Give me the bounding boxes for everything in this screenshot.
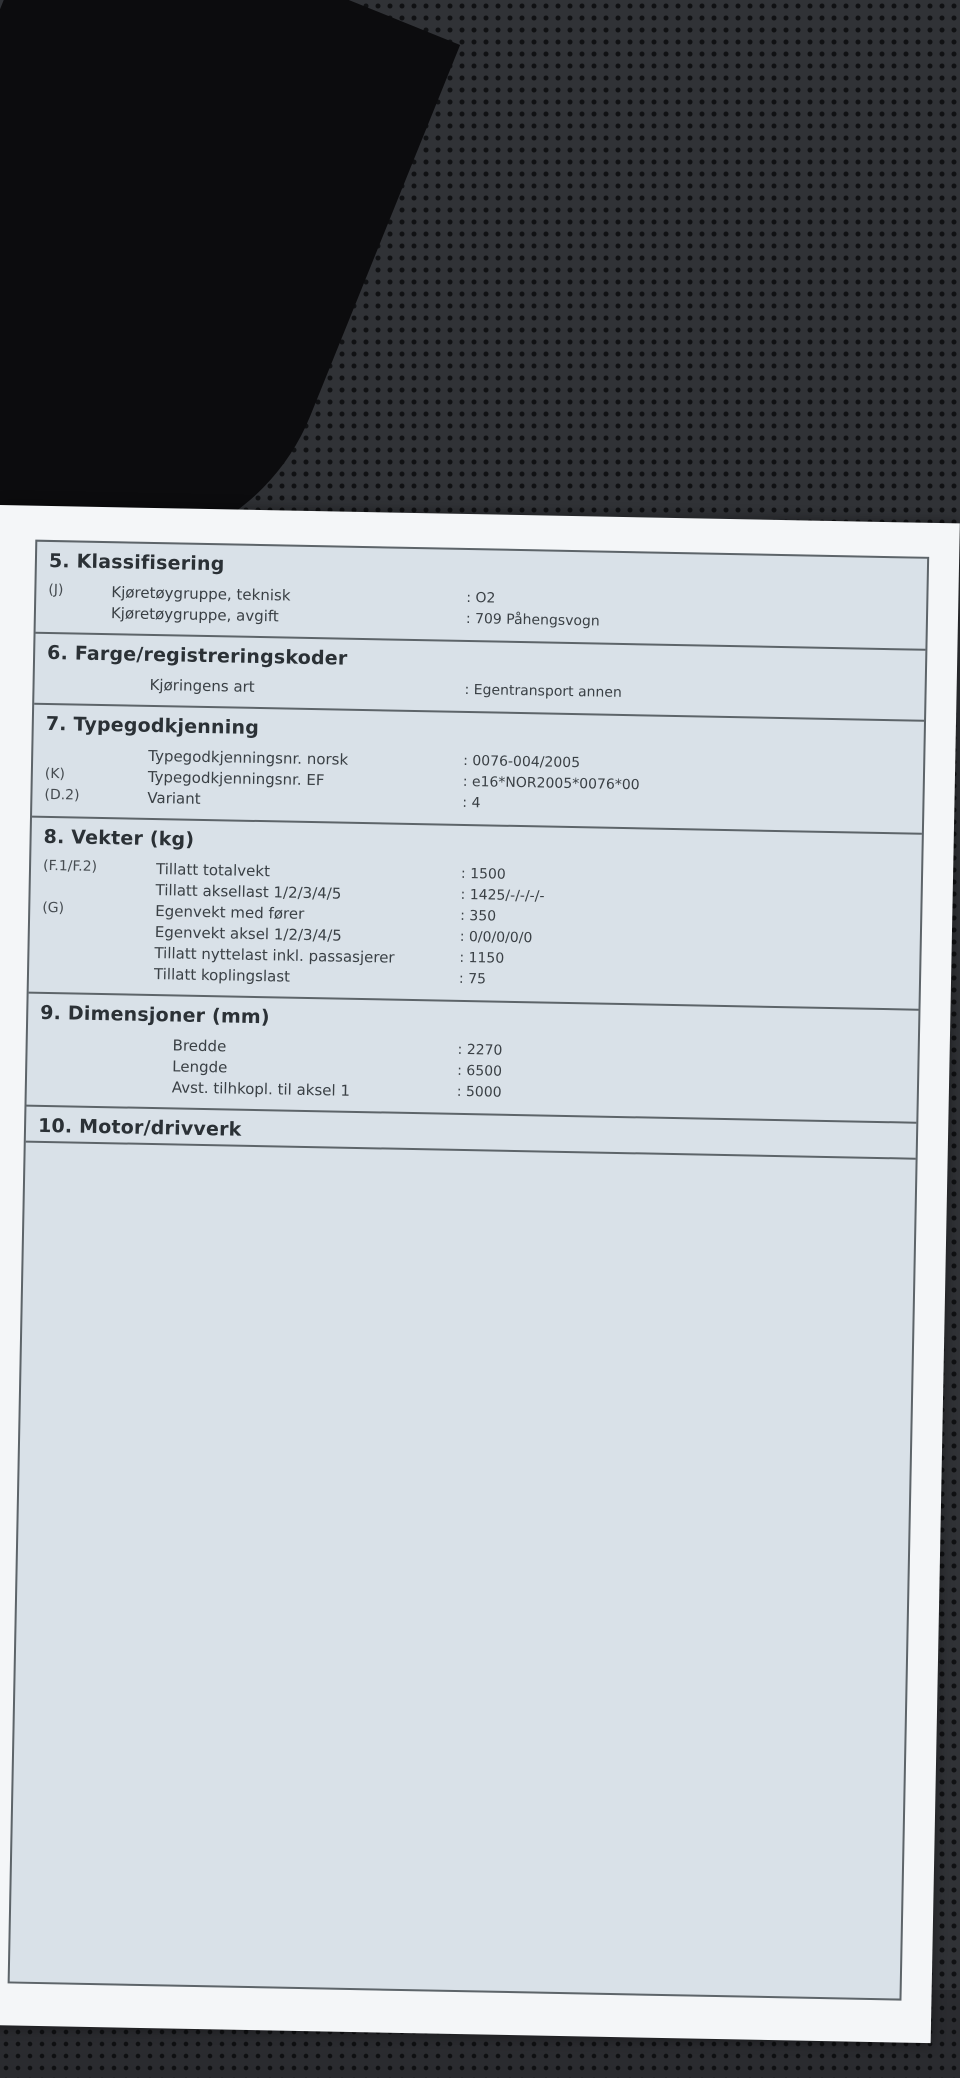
field-label: Bredde [172,1036,227,1056]
section-title: 6. Farge/registreringskoder [46,641,348,670]
field-label: Kjøretøygruppe, avgift [110,604,279,626]
field-label: Kjøretøygruppe, teknisk [111,583,291,605]
document-sheet [0,505,960,2043]
field-label: Egenvekt med fører [155,902,305,923]
field-value: : Egentransport annen [464,681,623,701]
field-value: : e16*NOR2005*0076*00 [462,773,640,794]
field-code: (G) [42,899,65,917]
registration-form [8,540,930,2001]
field-label: Typegodkjenningsnr. EF [147,767,325,790]
form-section-9 [26,994,918,1124]
field-value: : 75 [458,970,487,988]
field-value: : 0/0/0/0/0 [459,928,533,947]
section-title: 9. Dimensjoner (mm) [40,1001,271,1029]
field-value: : 709 Påhengsvogn [465,610,600,630]
field-value: : 1425/-/-/-/- [460,886,545,905]
field-value: : 4 [462,794,481,812]
field-value: : O2 [466,589,496,607]
field-label: Kjøringens art [149,675,255,696]
field-value: : 1500 [460,865,506,883]
field-label: Egenvekt aksel 1/2/3/4/5 [154,923,342,945]
form-section-7 [32,705,924,835]
field-value: : 350 [460,907,497,925]
form-section-5 [36,542,928,651]
field-label: Tillatt aksellast 1/2/3/4/5 [155,881,342,903]
field-label: Tillatt koplingslast [153,965,291,986]
field-code: (D.2) [44,786,80,804]
field-code: (J) [48,581,64,599]
field-code: (K) [44,765,66,783]
field-value: : 0076-004/2005 [463,752,581,772]
section-title: 8. Vekter (kg) [43,825,195,851]
field-label: Tillatt totalvekt [155,860,271,881]
field-code: (F.1/F.2) [42,857,98,875]
field-label: Typegodkjenningsnr. norsk [148,746,349,769]
section-title: 7. Typegodkjenning [45,712,260,740]
section-title: 5. Klassifisering [48,549,225,576]
field-value: : 2270 [457,1041,503,1059]
section-title: 10. Motor/drivverk [37,1114,242,1141]
field-value: : 5000 [456,1083,502,1101]
field-label: Variant [147,788,201,808]
form-section-8 [29,818,922,1011]
field-value: : 1150 [459,949,505,967]
field-value: : 6500 [457,1062,503,1080]
empty-form-area [7,1143,916,2078]
field-label: Lengde [172,1057,228,1077]
field-label: Avst. tilhkopl. til aksel 1 [171,1078,351,1100]
field-label: Tillatt nyttelast inkl. passasjerer [154,944,395,967]
